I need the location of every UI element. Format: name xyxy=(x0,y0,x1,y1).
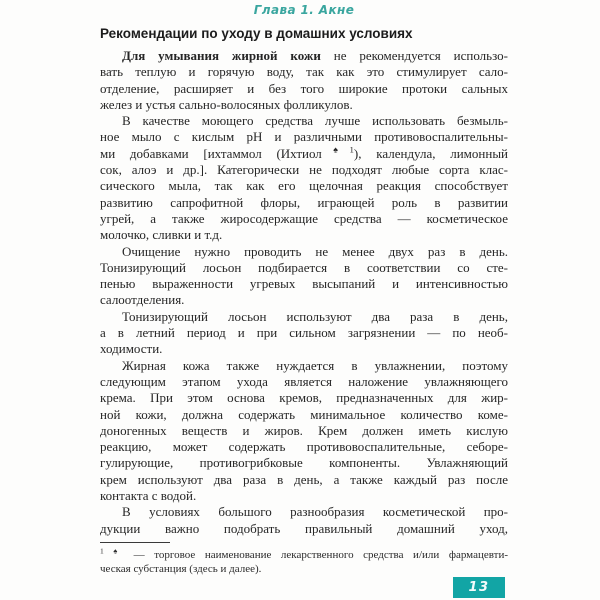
text-line xyxy=(100,407,508,423)
text-run: доногенных веществ и жиров. Крем должен иметь кислую xyxy=(100,422,508,438)
text-run: ное мыло с кислым pH и различными противовоспалительны- xyxy=(100,129,508,145)
text-line xyxy=(100,48,508,64)
text-run: ходимости. xyxy=(100,341,163,357)
paragraph xyxy=(100,113,508,243)
superscript-marker: ♠ xyxy=(113,546,125,556)
footnote-separator xyxy=(100,542,170,543)
text-run: отделение, расширяет и без того широкие протоки сальных xyxy=(100,80,508,96)
text-run: а в летний период и при сильном загрязнении — по необ- xyxy=(100,325,508,341)
text-line xyxy=(100,521,508,537)
text-run: контакта с водой. xyxy=(100,488,197,504)
superscript-marker: 1 xyxy=(100,546,104,556)
text-line xyxy=(100,260,508,276)
text-run: дукции важно подобрать правильный домашний уход, xyxy=(100,520,508,536)
text-run: В условиях большого разнообразия косметической про- xyxy=(122,504,508,520)
text-run: Тонизирующий лосьон подбирается в соответствии со сте- xyxy=(100,259,508,275)
text-run: не рекомендуется использо- xyxy=(320,48,508,63)
text-line xyxy=(100,488,508,504)
text-line xyxy=(100,390,508,406)
text-run: Тонизирующий лосьон используют два раза в день, xyxy=(122,308,508,324)
text-run: вать теплую и горячую воду, так как это стимулирует сало- xyxy=(100,64,508,80)
text-line xyxy=(100,325,508,341)
running-header: Глава 1. Акне xyxy=(253,3,355,17)
footnote-line-1 xyxy=(100,548,508,563)
text-line xyxy=(100,455,508,471)
text-run: ), календула, лимонный xyxy=(353,145,509,161)
text-run: сок, алоэ и др.]. Категорически не подходят любые сорта клас- xyxy=(100,162,508,178)
section-title: Рекомендации по уходу в домашних условиях xyxy=(100,26,413,41)
text-line xyxy=(100,211,508,227)
text-line xyxy=(100,309,508,325)
text-run: гулирующие, противогрибковые компоненты. Увлажняющий xyxy=(100,455,508,471)
text-run: угрей, а также жиросодержащие средства — косметическое xyxy=(100,210,508,226)
body-text xyxy=(100,48,508,537)
footnote-line-2: ческая субстанция (здесь и далее). xyxy=(100,563,262,576)
text-line xyxy=(100,146,508,162)
text-line xyxy=(100,113,508,129)
page-number: 13 xyxy=(468,580,490,595)
paragraph xyxy=(100,309,508,358)
text-run: ной кожи, должна содержать минимальное количество коме- xyxy=(100,406,508,422)
text-run: сического мыла, так как его щелочная реакция способствует xyxy=(100,178,508,194)
bold-run: Для умывания жирной кожи xyxy=(122,48,321,63)
text-line xyxy=(100,195,508,211)
text-run: молочко, сливки и т.д. xyxy=(100,227,223,243)
text-line xyxy=(100,292,508,308)
paragraph xyxy=(100,244,508,309)
text-line xyxy=(100,504,508,520)
paragraph xyxy=(100,48,508,113)
page-number-badge xyxy=(453,577,505,598)
text-line xyxy=(100,64,508,80)
text-run: следующим этапом ухода является наложение увлажняющего xyxy=(100,373,508,389)
paragraph xyxy=(100,504,508,537)
text-line xyxy=(100,162,508,178)
text-line xyxy=(100,244,508,260)
superscript-marker: ♠1 xyxy=(321,144,354,155)
text-run: реакцию, может содержать противовоспалительные, себоре- xyxy=(100,439,508,455)
text-run: желез и устья сально-волосяных фолликулов. xyxy=(100,96,353,112)
text-run: пенью выраженности угревых высыпаний и интенсивностью xyxy=(100,276,508,292)
text-run: крем используют два раза в день, а также каждый раз после xyxy=(100,471,508,487)
text-line xyxy=(100,227,508,243)
text-line xyxy=(100,374,508,390)
text-run: В качестве моющего средства лучше использовать безмыль- xyxy=(122,113,508,129)
text-line xyxy=(100,341,508,357)
text-run: салоотделения. xyxy=(100,292,185,308)
text-run: ми добавками [ихтаммол (Ихтиол xyxy=(100,145,322,161)
text-line xyxy=(100,129,508,145)
book-page xyxy=(100,0,508,600)
text-line xyxy=(100,276,508,292)
text-line xyxy=(100,97,508,113)
text-line xyxy=(100,423,508,439)
text-run: развитию сапрофитной флоры, играющей роль в развитии xyxy=(100,194,508,210)
text-line xyxy=(100,472,508,488)
text-line xyxy=(100,81,508,97)
text-run: Очищение нужно проводить не менее двух раз в день. xyxy=(122,243,508,259)
footnote xyxy=(100,542,508,577)
text-run xyxy=(104,549,114,561)
text-run: крема. При этом основа кремов, предназначенных для жир- xyxy=(100,390,508,406)
text-line xyxy=(100,358,508,374)
text-run: Жирная кожа также нуждается в увлажнении, поэтому xyxy=(122,357,508,373)
text-line xyxy=(100,439,508,455)
text-run: — торговое наименование лекарственного средства и/или фармацевти- xyxy=(124,548,508,561)
paragraph xyxy=(100,358,508,505)
text-line xyxy=(100,178,508,194)
